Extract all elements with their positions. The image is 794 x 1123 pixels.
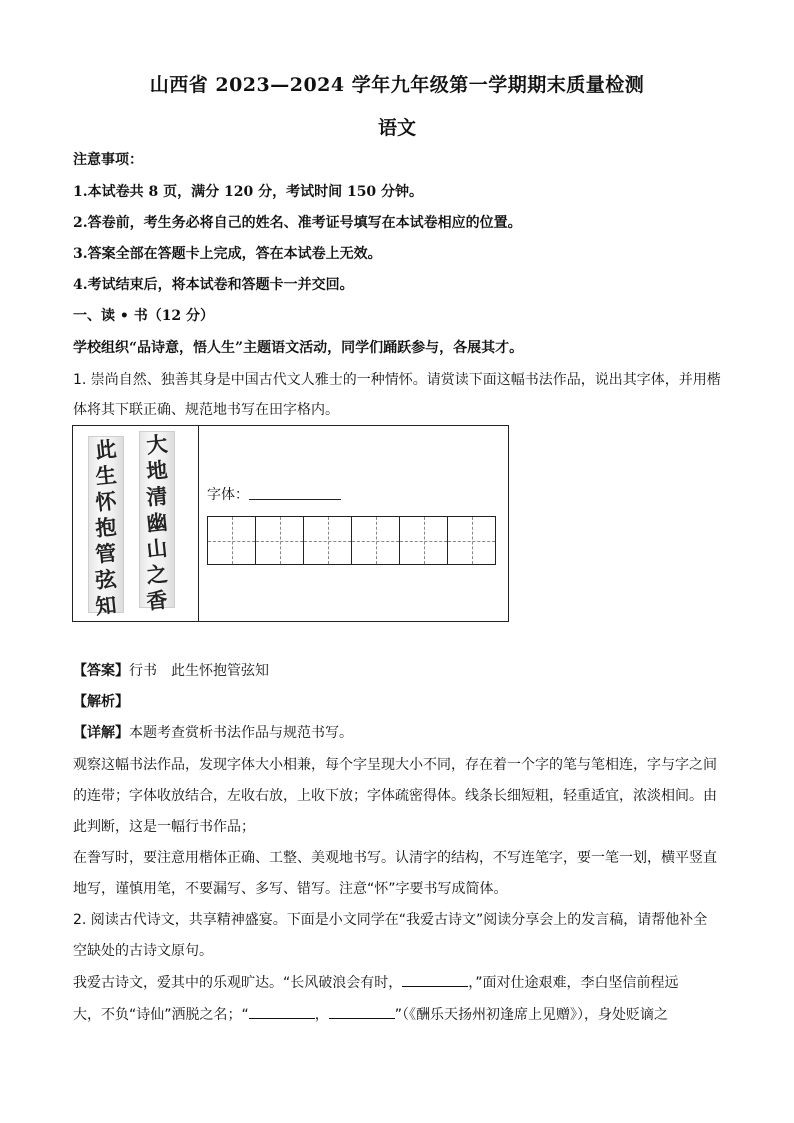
detail-text: 的连带；字体收放结合，左收右放，上收下放；字体疏密得体。线条长细短粗，轻重适宜，浓淡相间。由 bbox=[73, 788, 717, 804]
calligraphy-char: 山 bbox=[145, 535, 169, 563]
q2-text: ， bbox=[314, 1007, 329, 1023]
detail-tag: 【详解】 bbox=[73, 725, 129, 741]
tianzige-cell[interactable] bbox=[255, 516, 304, 565]
answer-text: 行书 此生怀抱管弦知 bbox=[129, 663, 269, 679]
detail-text: 地写，谨慎用笔，不要漏写、多写、错写。注意“怀”字要书写成简体。 bbox=[73, 881, 508, 897]
calligraphy-char: 弦 bbox=[94, 566, 118, 594]
tianzige-cell[interactable] bbox=[447, 516, 496, 565]
q2-text: 我爱古诗文，爱其中的乐观旷达。“长风破浪会有时， bbox=[73, 975, 403, 991]
calligraphy-figure bbox=[72, 425, 509, 622]
question-1-text: 体将其下联正确、规范地书写在田字格内。 bbox=[73, 402, 339, 418]
detail-text: 此判断，这是一幅行书作品； bbox=[73, 819, 255, 835]
calligraphy-char: 生 bbox=[94, 462, 118, 490]
tianzige-cell[interactable] bbox=[399, 516, 448, 565]
question-2-paragraph bbox=[73, 972, 733, 993]
fill-blank[interactable] bbox=[402, 972, 468, 987]
question-2-paragraph bbox=[73, 1004, 733, 1025]
question-1-text: 1. 崇尚自然、独善其身是中国古代文人雅士的一种情怀。请赏读下面这幅书法作品，说出其字体，并用楷 bbox=[73, 372, 721, 388]
question-2-text: 2. 阅读古代诗文，共享精神盛宴。下面是小文同学在“我爱古诗文”阅读分享会上的发言稿，请帮他补全 bbox=[73, 912, 708, 928]
answer-tag: 【答案】 bbox=[73, 663, 129, 679]
notice-item: 1.本试卷共 8 页，满分 120 分，考试时间 150 分钟。 bbox=[73, 184, 424, 200]
calligraphy-char: 大 bbox=[145, 431, 169, 459]
subject-title: 语文 bbox=[377, 117, 416, 139]
question-2-text: 空缺处的古诗文原句。 bbox=[73, 943, 213, 959]
q2-text: ”（《酬乐天扬州初逢席上见赠》），身处贬谪之 bbox=[394, 1007, 669, 1023]
fill-blank[interactable] bbox=[329, 1004, 395, 1019]
analysis-tag: 【解析】 bbox=[73, 694, 129, 710]
figure-divider bbox=[198, 426, 199, 621]
fill-blank[interactable] bbox=[249, 1004, 315, 1019]
calligraphy-char: 地 bbox=[145, 457, 169, 485]
detail-first: 本题考查赏析书法作品与规范书写。 bbox=[129, 725, 353, 741]
calligraphy-scroll-right bbox=[139, 431, 175, 615]
exam-title: 山西省 2023—2024 学年九年级第一学期期末质量检测 bbox=[149, 74, 645, 96]
calligraphy-char: 抱 bbox=[94, 514, 118, 542]
notice-heading: 注意事项： bbox=[73, 152, 143, 168]
calligraphy-char: 香 bbox=[145, 587, 169, 615]
calligraphy-char: 管 bbox=[94, 540, 118, 568]
calligraphy-char: 之 bbox=[145, 561, 169, 589]
font-label: 字体： bbox=[207, 487, 249, 503]
detail-text: 在誊写时，要注意用楷体正确、工整、美观地书写。认清字的结构，不写连笔字，要一笔一划，横平竖直 bbox=[73, 850, 717, 866]
q2-text: 大，不负“诗仙”洒脱之名；“ bbox=[73, 1007, 249, 1023]
tianzige-grid bbox=[207, 516, 495, 565]
detail-text: 观察这幅书法作品，发现字体大小相兼，每个字呈现大小不同，存在着一个字的笔与笔相连，字与字之间 bbox=[73, 757, 717, 773]
notice-item: 2.答卷前，考生务必将自己的姓名、准考证号填写在本试卷相应的位置。 bbox=[73, 215, 522, 231]
notice-item: 3.答案全部在答题卡上完成，答在本试卷上无效。 bbox=[73, 246, 382, 262]
section-intro: 学校组织“品诗意，悟人生”主题语文活动，同学们踊跃参与，各展其才。 bbox=[73, 340, 524, 356]
calligraphy-char: 怀 bbox=[94, 488, 118, 516]
calligraphy-char: 幽 bbox=[145, 509, 169, 537]
calligraphy-scroll-left bbox=[88, 436, 124, 620]
section-heading: 一、读 • 书（12 分） bbox=[73, 308, 215, 324]
calligraphy-char: 知 bbox=[94, 592, 118, 620]
calligraphy-char: 此 bbox=[94, 436, 118, 464]
detail-line bbox=[73, 723, 733, 743]
tianzige-cell[interactable] bbox=[303, 516, 352, 565]
tianzige-cell[interactable] bbox=[351, 516, 400, 565]
tianzige-cell[interactable] bbox=[207, 516, 256, 565]
font-answer-blank[interactable] bbox=[249, 499, 341, 500]
notice-item: 4.考试结束后，将本试卷和答题卡一并交回。 bbox=[73, 277, 354, 293]
calligraphy-char: 清 bbox=[145, 483, 169, 511]
q2-text: ，”面对仕途艰难，李白坚信前程远 bbox=[468, 975, 679, 991]
answer-line bbox=[73, 661, 733, 681]
